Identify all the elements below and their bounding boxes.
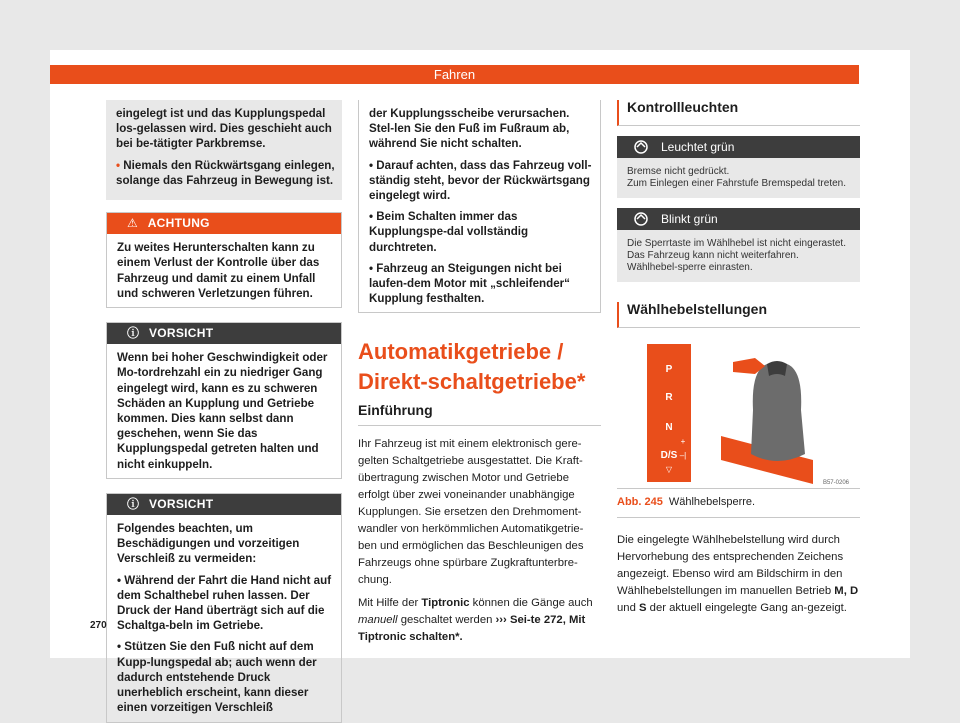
page-number: 270 xyxy=(90,620,107,631)
caution-text: Wenn bei hoher Geschwindigkeit oder Mo-tordrehzahl ein zu niedriger Gang eingelegt wird, kann es zu schweren Schäden an Kupplung und Getriebe kommen. Dies kann selbst dann geschehen, wenn Sie das Kupplungspedal getreten halten und nicht einkuppeln. xyxy=(117,351,328,471)
paragraph: eingelegt ist und das Kupplungspedal los-gelassen wird. Dies geschieht auch bei be-tätigter Parkbremse. xyxy=(116,107,332,151)
column-3 xyxy=(617,100,860,623)
lamp-header-blinking: Blinkt grün xyxy=(617,208,860,230)
gear-sign: ▽ xyxy=(665,465,673,475)
bullet: • Stützen Sie den Fuß nicht auf dem Kupp-lungspedal ab; auch wenn der dadurch entstehende Druck unerheblich erscheint, kann dieser einen vorzeitigen Verschleiß xyxy=(117,640,317,715)
bullet: • Darauf achten, dass das Fahrzeug voll-ständig steht, bevor der Rückwärtsgang eingelegt wird. xyxy=(369,158,592,203)
lamp-header-green: Leuchtet grün xyxy=(617,136,860,158)
bullet: • Niemals den Rückwärtsgang einlegen, solange das Fahrzeug in Bewegung ist. xyxy=(116,158,335,187)
paragraph: der Kupplungsscheibe verursachen. Stel-len Sie den Fuß im Fußraum ab, während Sie nicht schalten. xyxy=(369,107,570,151)
caution-intro: Folgendes beachten, um Beschädigungen und vorzeitigen Verschleiß zu vermeiden: xyxy=(117,522,300,566)
heading-waehlhebelstellungen: Wählhebelstellungen xyxy=(617,302,860,328)
lamp-description: Bremse nicht gedrückt. Zum Einlegen einer Fahrstufe Bremspedal treten. xyxy=(617,158,860,198)
gear-sign: + xyxy=(680,437,686,447)
figure-caption: Abb. 245 Wählhebelsperre. xyxy=(617,489,860,517)
gear-paragraph: Die eingelegte Wählhebelstellung wird durch Hervorhebung des entsprechenden Zeichens angezeigt. Ebenso wird am Bildschirm in den Wählhebelstellungen im manuellen Betrieb M, D und S der aktuell eingelegte Gang an-gezeigt. xyxy=(617,533,859,614)
section-title: Automatikgetriebe / Direkt-schaltgetriebe* xyxy=(358,339,586,395)
caution-box-continued xyxy=(358,100,601,313)
info-circle-icon: ⓘ xyxy=(127,496,140,511)
lamp-description: Die Sperrtaste im Wählhebel ist nicht eingerastet. Das Fahrzeug kann nicht weiterfahren. Wählhebel-sperre einrasten. xyxy=(617,230,860,282)
subsection-title: Einführung xyxy=(358,403,601,425)
gear-label: R xyxy=(665,392,673,404)
brake-pedal-icon xyxy=(633,211,649,227)
bullet: • Fahrzeug an Steigungen nicht bei laufen-dem Motor mit „schleifender“ Kupplung festhalten. xyxy=(369,261,570,306)
warning-text: Zu weites Herunterschalten kann zu einem Verlust der Kontrolle über das Fahrzeug und damit zu einem Unfall und schweren Verletzungen führen. xyxy=(117,241,320,300)
intro-paragraph: Ihr Fahrzeug ist mit einem elektronisch gere-gelten Schaltgetriebe ausgestattet. Die Kraft-übertragung zwischen Motor und Getriebe erfolgt über zwei voneinander unabhängige Kupplungen. Sie ersetzen den Drehmoment-wandler von herkömmlichen Automatikgetrie-ben und ermöglichen das Beschleunigen des Fahrzeugs ohne spürbare Zugkraftunterbre-chung. xyxy=(358,437,584,586)
info-circle-icon: ⓘ xyxy=(127,326,140,341)
heading-kontrollleuchten: Kontrollleuchten xyxy=(617,100,860,126)
warning-header: ⚠ ACHTUNG xyxy=(107,213,341,234)
caution-box xyxy=(106,493,342,723)
column-1 xyxy=(106,100,342,723)
caution-box xyxy=(106,322,342,479)
gear-label: N xyxy=(665,422,673,434)
warning-box xyxy=(106,212,342,308)
gear-label: P xyxy=(665,364,673,376)
caution-header: ⓘ VORSICHT xyxy=(107,494,341,515)
warning-triangle-icon: ⚠ xyxy=(127,216,139,231)
bullet: • Während der Fahrt die Hand nicht auf dem Schalthebel ruhen lassen. Der Druck der Hand überträgt sich auf die Schaltga-beln im Getriebe. xyxy=(117,573,332,633)
page-header: Fahren xyxy=(50,65,859,84)
column-2 xyxy=(358,100,601,652)
caution-header: ⓘ VORSICHT xyxy=(107,323,341,344)
bullet: • Beim Schalten immer das Kupplungspe-dal vollständig durchtreten. xyxy=(369,210,529,254)
tiptronic-paragraph: Mit Hilfe der Tiptronic können die Gänge auch manuell geschaltet werden ››› Sei-te 272, Mit Tiptronic schalten*. xyxy=(358,596,593,643)
page-reference-link[interactable]: ››› Sei-te 272, Mit Tiptronic schalten*. xyxy=(358,613,586,643)
figure-gear-selector xyxy=(617,338,860,489)
gear-sign: –| xyxy=(679,451,687,461)
gear-label: D/S xyxy=(660,450,678,462)
figure-code: B57-0206 xyxy=(822,480,849,487)
gear-selector-illustration xyxy=(617,338,860,488)
brake-pedal-icon xyxy=(633,139,649,155)
